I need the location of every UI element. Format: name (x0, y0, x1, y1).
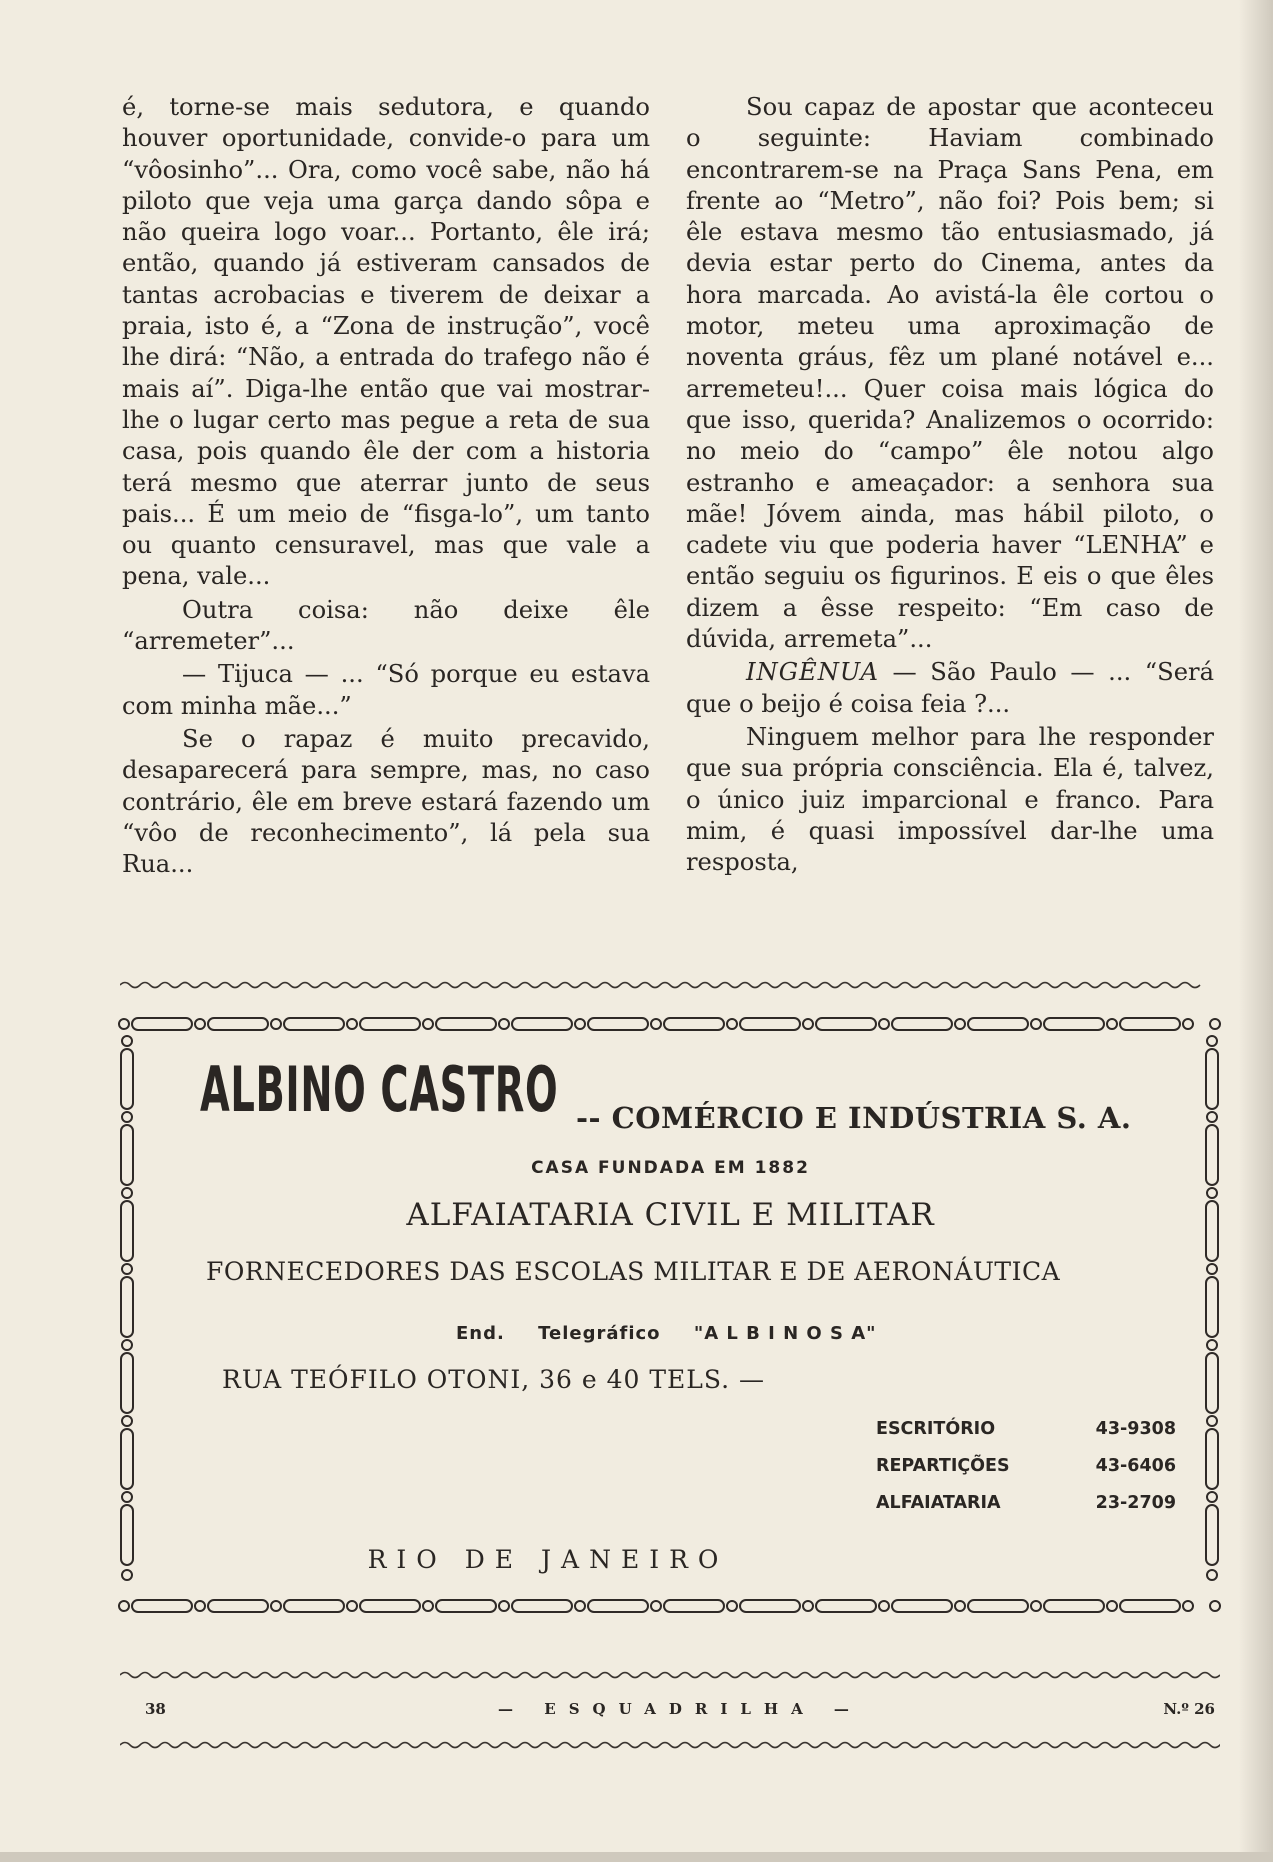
phone-row (876, 1419, 1176, 1456)
right-paragraph-1: Sou capaz de apostar que aconteceu o seguinte: Haviam combinado encontrarem-se na Praça Sans Pena, em frente ao “Metro”, não foi? Pois bem; si êle estava mesmo tão entusiasmado, já devia estar perto do Cinema, antes da hora marcada. Ao avistá-la êle cortou o motor, meteu uma aproximação de noventa gráus, fêz um plané notável e... arremeteu!... Quer coisa mais lógica do que isso, querida? Analizemos o ocorrido: no meio do “campo” êle notou algo estranho e ameaçador: a senhora sua mãe! Jóvem ainda, mas hábil piloto, o cadete viu que poderia haver “LENHA” e então seguiu os figurinos. E eis o que êles dizem a êsse respeito: “Em caso de dúvida, arremeta”... (686, 93, 1214, 654)
wavy-divider-top (120, 978, 1220, 992)
wavy-divider-footer-bottom (120, 1738, 1220, 1752)
left-paragraph-1: é, torne-se mais sedutora, e quando houver oportunidade, convide-o para um “vôosinho”... Ora, como você sabe, não há piloto que veja uma garça dando sôpa e não queira logo voar... Portanto, êle irá; então, quando já estiveram cansados de tantas acrobacias e tiverem de deixar a praia, isto é, a “Zona de instrução”, você lhe dirá: “Não, a entrada do trafego não é mais aí”. Diga-lhe então que vai mostrar-lhe o lugar certo mas pegue a reta de sua casa, pois quando êle der com a historia terá mesmo que aterrar junto de seus pais... É um meio de “fisga-lo”, um tanto ou quanto censuravel, mas que vale a pena, vale... (122, 93, 650, 591)
phone-row (876, 1493, 1176, 1530)
article-body (122, 92, 1222, 972)
page-bottom-edge (0, 1852, 1273, 1862)
issue-number: N.º 26 (1163, 1700, 1215, 1718)
city-line: RIO DE JANEIRO (367, 1545, 729, 1574)
suppliers-line: FORNECEDORES DAS ESCOLAS MILITAR E DE AERONÁUTICA (206, 1257, 1061, 1286)
street-address: RUA TEÓFILO OTONI, 36 e 40 TELS. — (222, 1365, 766, 1394)
page-number: 38 (145, 1700, 166, 1718)
left-paragraph-4: Se o rapaz é muito precavido, desaparecerá para sempre, mas, no caso contrário, êle em breve estará fazendo um “vôo de reconhecimento”, lá pela sua Rua... (122, 724, 650, 879)
telegraph-label-end: End. (456, 1323, 505, 1344)
phone-list (876, 1419, 1176, 1530)
page-footer (145, 1700, 1215, 1726)
brand-name: ALBINO CASTRO (200, 1053, 559, 1126)
phone-row (876, 1456, 1176, 1493)
left-column (122, 92, 650, 882)
phone-number: 23-2709 (1095, 1493, 1176, 1513)
right-column (686, 92, 1214, 880)
telegraph-label: Telegráfico (538, 1323, 661, 1344)
phone-dept: REPARTIÇÕES (876, 1456, 1010, 1476)
phone-dept: ESCRITÓRIO (876, 1419, 996, 1439)
right-paragraph-2 (686, 657, 1214, 720)
left-paragraph-2: Outra coisa: não deixe êle “arremeter”... (122, 595, 650, 656)
phone-number: 43-9308 (1095, 1419, 1176, 1439)
ad-content (118, 1015, 1223, 1615)
tailoring-line: ALFAIATARIA CIVIL E MILITAR (406, 1197, 935, 1233)
company-type: -- COMÉRCIO E INDÚSTRIA S. A. (576, 1101, 1132, 1135)
right-paragraph-3: Ninguem melhor para lhe responder que sua própria consciência. Ela é, talvez, o único juiz imparcional e franco. Para mim, é quasi impossível dar-lhe uma resposta, (686, 722, 1214, 877)
founded-line: CASA FUNDADA EM 1882 (531, 1158, 810, 1178)
reader-pseudonym: INGÊNUA (746, 658, 879, 687)
albino-castro-advertisement (118, 1015, 1223, 1645)
page-edge-shadow (1239, 0, 1273, 1862)
telegraph-value: "A L B I N O S A" (693, 1323, 877, 1344)
left-paragraph-3: — Tijuca — ... “Só porque eu estava com minha mãe...” (122, 660, 650, 720)
phone-dept: ALFAIATARIA (876, 1493, 1001, 1513)
telegraph-address (456, 1323, 903, 1344)
reader-question: — São Paulo — ... “Será que o beijo é coisa feia ?... (686, 658, 1214, 718)
phone-number: 43-6406 (1095, 1456, 1176, 1476)
magazine-name: — ESQUADRILHA — (498, 1700, 862, 1718)
wavy-divider-footer-top (120, 1668, 1220, 1682)
